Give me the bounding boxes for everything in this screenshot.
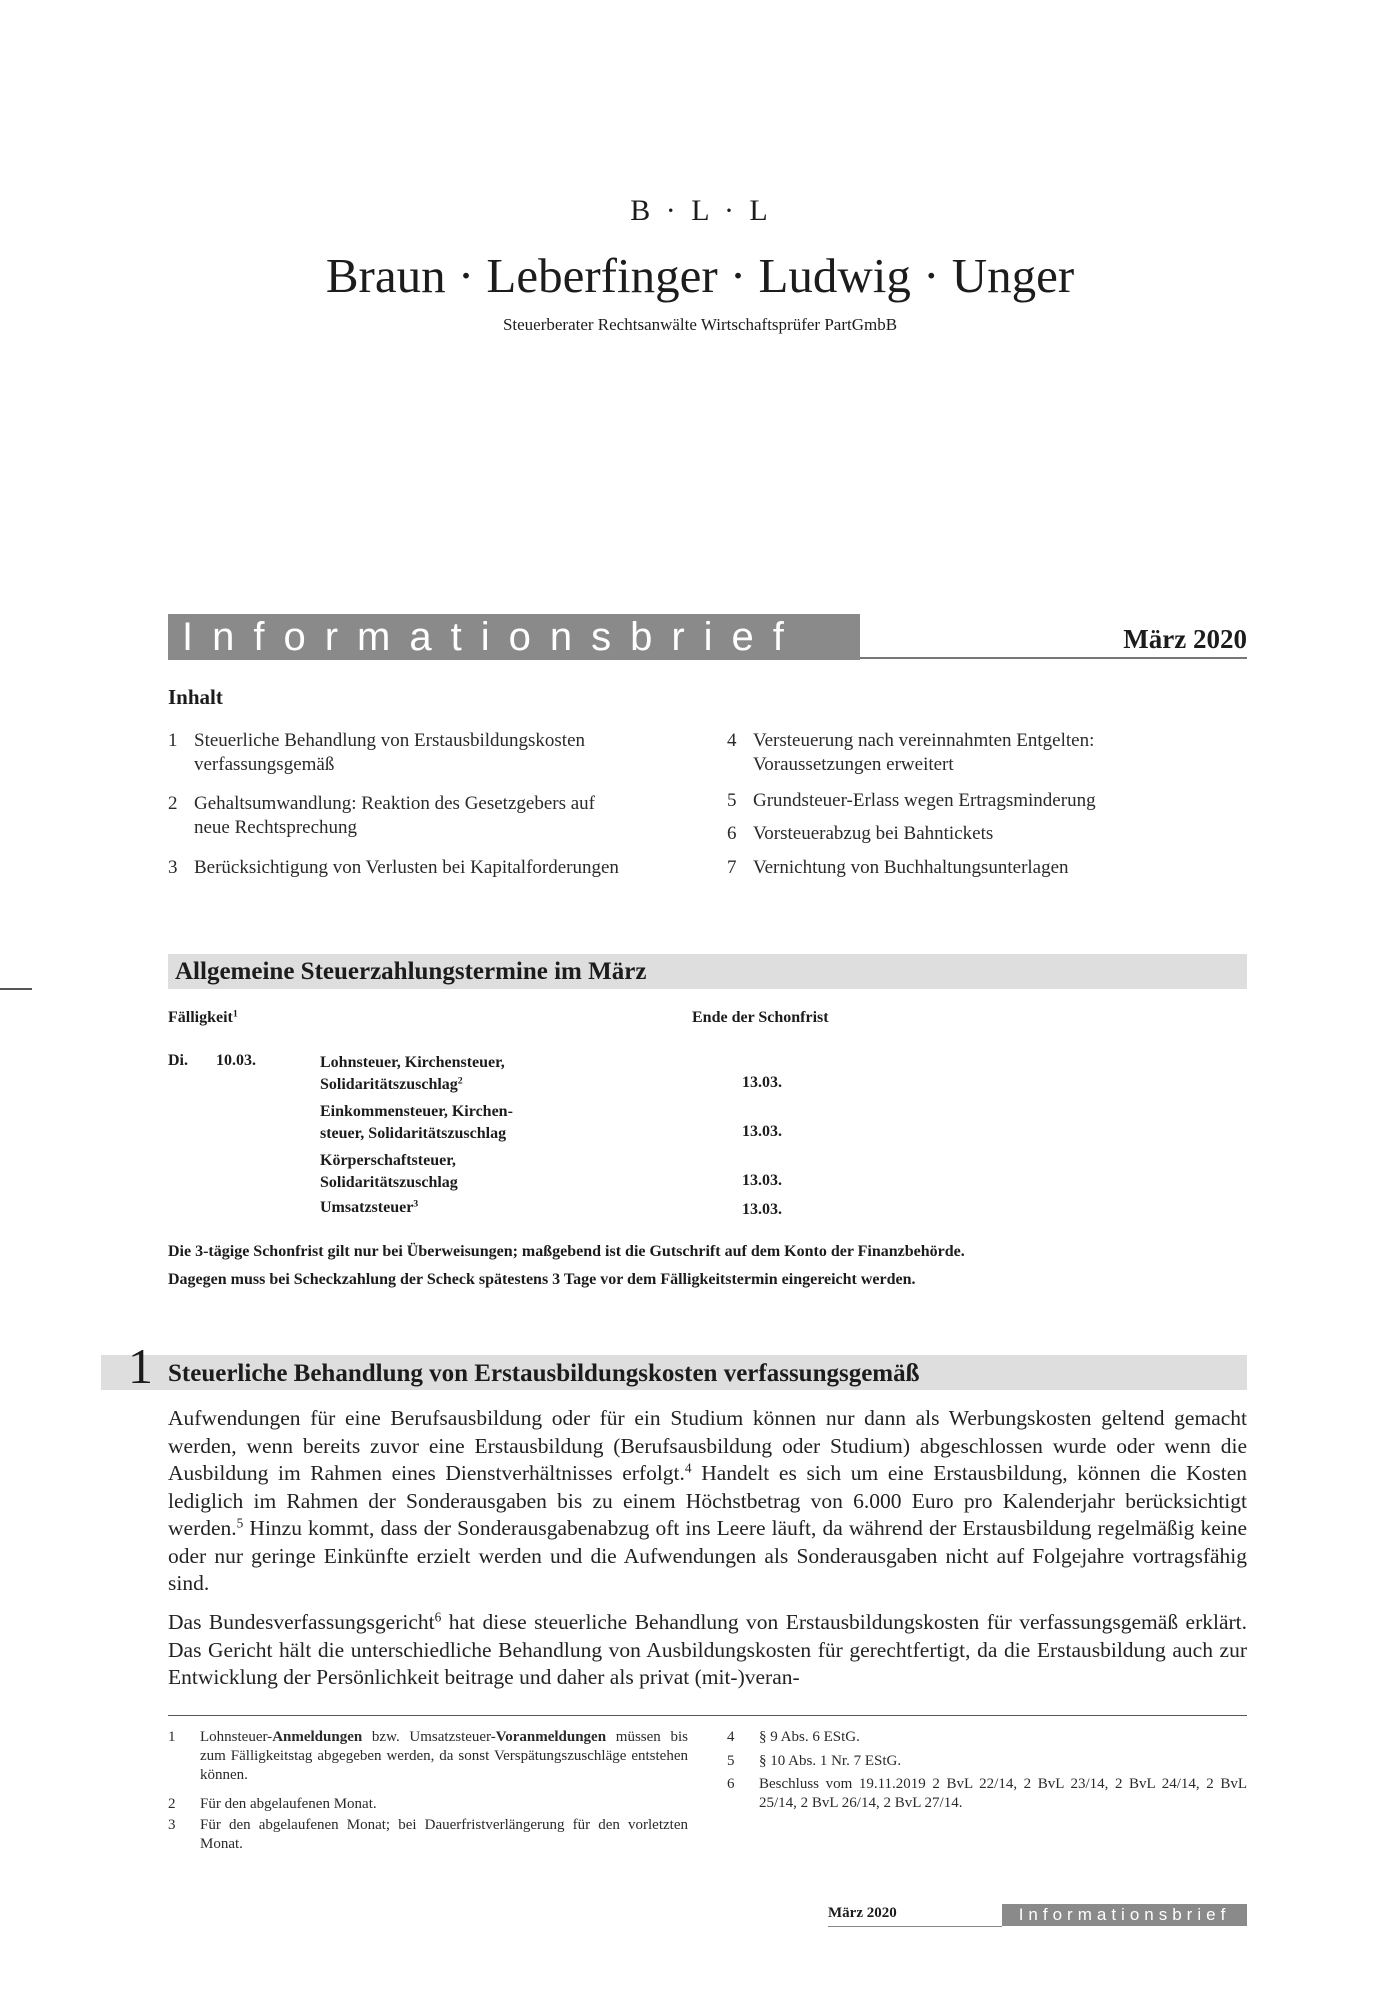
- footnote-number: 2: [168, 1796, 176, 1812]
- toc-number: 3: [168, 857, 178, 878]
- toc-number: 1: [168, 730, 178, 751]
- footnote-text: Beschluss vom 19.11.2019 2 BvL 22/14, 2 BvL 23/14, 2 BvL 24/14, 2 BvL 25/14, 2 BvL 26/14, 2 BvL 27/14.: [759, 1776, 1247, 1811]
- tax-type-line: Solidaritätszuschlag: [320, 1076, 458, 1093]
- toc-title-line: Grundsteuer-Erlass wegen Ertragsminderung: [753, 790, 1096, 811]
- footer-rule: [828, 1926, 1002, 1927]
- footnote-ref: 2: [457, 1075, 463, 1087]
- footnote-number: 1: [168, 1729, 176, 1745]
- toc-title-line: Steuerliche Behandlung von Erstausbildungskosten: [194, 730, 586, 751]
- letterhead-firm-name: Braun · Leberfinger · Ludwig · Unger: [325, 248, 1075, 303]
- toc-title-line: neue Rechtsprechung: [194, 817, 358, 838]
- grace-period-note: Die 3-tägige Schonfrist gilt nur bei Überweisungen; maßgebend ist die Gutschrift auf dem Konto der Finanzbehörde.: [168, 1243, 965, 1260]
- footer-label: Informationsbrief: [1002, 1904, 1247, 1926]
- toc-item[interactable]: [727, 822, 1247, 848]
- footnote-text: Für den abgelaufenen Monat; bei Dauerfristverlängerung für den vorletzten Monat.: [200, 1817, 688, 1852]
- toc-item[interactable]: [168, 856, 708, 882]
- tax-type-line: Lohnsteuer, Kirchensteuer,: [320, 1054, 505, 1071]
- footnote: [727, 1775, 1247, 1815]
- contents-heading: Inhalt: [168, 685, 223, 709]
- due-date-column-header: Fälligkeit$^1$: [168, 1008, 238, 1026]
- toc-title-line: Voraussetzungen erweitert: [753, 754, 954, 775]
- tax-row: [320, 1052, 620, 1096]
- toc-title-line: verfassungsgemäß: [194, 754, 335, 775]
- tax-type-line: Einkommensteuer, Kirchen-: [320, 1103, 513, 1120]
- toc-title-line: Vorsteuerabzug bei Bahntickets: [753, 823, 994, 844]
- body-paragraph: Das Bundesverfassungsgericht$^6$ hat diese steuerliche Behandlung von Erstausbildungskosten für verfassungsgemäß erklärt. Das Gericht hält die unterschiedliche Behandlung von Ausbildungskosten für gerechtfertigt, da die Erstausbildung auch zur Entwicklung der Persönlichkeit beitrage und daher als privat (mit-)veran-: [168, 1609, 1248, 1689]
- margin-mark: [0, 988, 32, 990]
- footnote-ref: 1: [232, 1008, 238, 1020]
- toc-number: 4: [727, 730, 737, 751]
- toc-item[interactable]: [168, 729, 708, 779]
- toc-title-line: Berücksichtigung von Verlusten bei Kapitalforderungen: [194, 857, 619, 878]
- footnote-text: § 9 Abs. 6 EStG.: [759, 1729, 860, 1745]
- footnote: [168, 1795, 688, 1815]
- toc-number: 2: [168, 793, 178, 814]
- due-weekday: Di.: [168, 1052, 188, 1069]
- section-number: 1: [128, 1338, 153, 1394]
- footnote-number: 4: [727, 1729, 735, 1745]
- grace-period-end: 13.03.: [742, 1201, 782, 1218]
- newsletter-banner: Informationsbrief: [168, 614, 860, 660]
- toc-number: 6: [727, 823, 737, 844]
- tax-type-line: Körperschaftsteuer,: [320, 1152, 456, 1169]
- toc-number: 7: [727, 857, 737, 878]
- letterhead-subtitle: Steuerberater Rechtsanwälte Wirtschaftsprüfer PartGmbB: [502, 315, 898, 334]
- grace-period-column-header: Ende der Schonfrist: [692, 1009, 829, 1026]
- tax-dates-heading: Allgemeine Steuerzahlungstermine im März: [175, 958, 647, 985]
- footnote-ref: 5: [236, 1515, 244, 1531]
- footnote-number: 5: [727, 1753, 735, 1769]
- footnote-ref: 4: [684, 1460, 692, 1476]
- tax-type-line: steuer, Solidaritätszuschlag: [320, 1125, 507, 1142]
- due-date: 10.03.: [216, 1052, 256, 1069]
- grace-period-end: 13.03.: [742, 1172, 782, 1189]
- tax-type-line: Solidaritätszuschlag: [320, 1174, 458, 1191]
- footnote: [168, 1816, 688, 1856]
- footnote: [727, 1752, 1247, 1772]
- tax-row: [320, 1199, 418, 1217]
- tax-row: [320, 1150, 620, 1194]
- tax-type-line: Umsatzsteuer: [320, 1199, 414, 1216]
- toc-title-line: Gehaltsumwandlung: Reaktion des Gesetzgebers auf: [194, 793, 595, 814]
- tax-row: [320, 1101, 620, 1145]
- footnote: [168, 1728, 688, 1788]
- toc-item[interactable]: [168, 792, 708, 842]
- footnote-number: 6: [727, 1776, 735, 1792]
- footnote-rule: [168, 1715, 1247, 1716]
- toc-item[interactable]: [727, 856, 1247, 882]
- footnote-text: Für den abgelaufenen Monat.: [200, 1796, 377, 1812]
- body-paragraph: Aufwendungen für eine Berufsausbildung oder für ein Studium können nur dann als Werbungskosten geltend gemacht werden, wenn bereits zuvor eine Erstausbildung (Berufsausbildung oder Studium) abgeschlossen wurde oder wenn die Ausbildung im Rahmen eines Dienstverhältnisses erfolgt.$^4$ Handelt es sich um eine Erstausbildung, können die Kosten lediglich im Rahmen der Sonderausgaben bis zu einem Höchstbetrag von 6.000 Euro pro Kalenderjahr berücksichtigt werden.$^5$ Hinzu kommt, dass der Sonderausgabenabzug oft ins Leere läuft, da während der Erstausbildung regelmäßig keine oder nur geringe Einkünfte erzielt werden und die Aufwendungen als Sonderausgaben nicht auf Folgejahre vortragsfähig sind.: [168, 1406, 1247, 1595]
- section-title: Steuerliche Behandlung von Erstausbildungskosten verfassungsgemäß: [168, 1360, 920, 1387]
- footnote-ref: 3: [413, 1198, 419, 1210]
- footnote: [727, 1728, 1247, 1748]
- toc-number: 5: [727, 790, 737, 811]
- cheque-note: Dagegen muss bei Scheckzahlung der Scheck spätestens 3 Tage vor dem Fälligkeitstermin eingereicht werden.: [168, 1271, 916, 1288]
- banner-rule: [860, 657, 1247, 659]
- footnote-text: Lohnsteuer-Anmeldungen bzw. Umsatzsteuer-Voranmeldungen müssen bis zum Fälligkeitstag abgegeben werden, da sonst Verspätungszuschläge entstehen können.: [200, 1729, 688, 1783]
- footnote-ref: 6: [434, 1609, 442, 1625]
- grace-period-end: 13.03.: [742, 1123, 782, 1140]
- issue-date: März 2020: [1123, 624, 1247, 654]
- letterhead-initials: B · L · L: [630, 194, 770, 227]
- toc-item[interactable]: [727, 729, 1247, 779]
- footnote-text: § 10 Abs. 1 Nr. 7 EStG.: [759, 1753, 902, 1769]
- footer-date: März 2020: [828, 1905, 897, 1921]
- grace-period-end: 13.03.: [742, 1074, 782, 1091]
- toc-title-line: Vernichtung von Buchhaltungsunterlagen: [753, 857, 1069, 878]
- toc-item[interactable]: [727, 789, 1247, 815]
- footnote-number: 3: [168, 1817, 176, 1833]
- toc-title-line: Versteuerung nach vereinnahmten Entgelten:: [753, 730, 1095, 751]
